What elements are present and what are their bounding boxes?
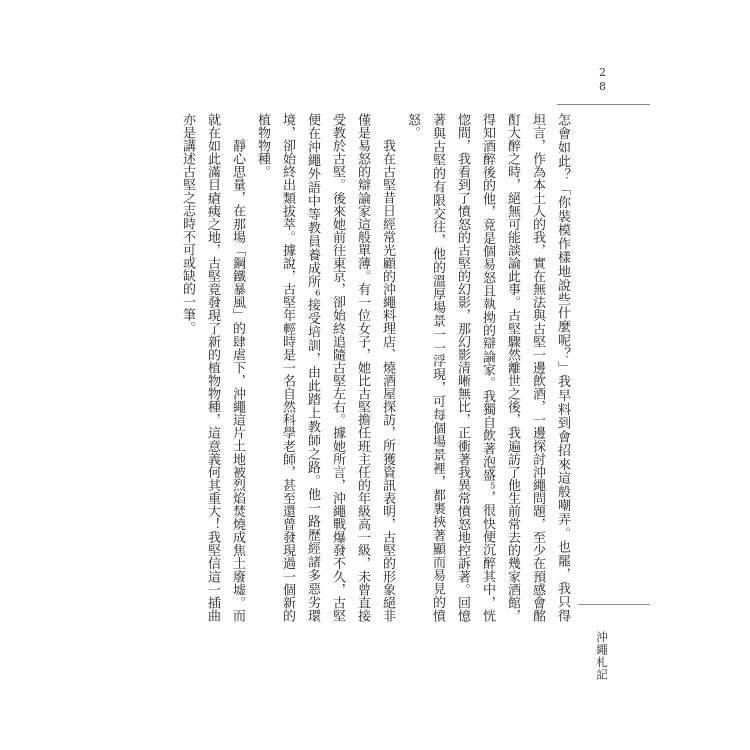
footnote-ref: 5 [488,481,498,491]
footnote-ref: 6 [313,288,323,298]
header-rule [557,104,650,105]
text-segment: 接受培訓，由此踏上教師之路。他一路歷經諸多惡劣環 [305,297,320,623]
text-column: 酊大醉之時，絕無可能談論此事。古堅驟然離世之後，我遍訪了他生前常去的幾家酒館， [505,113,520,622]
text-column: 我在古堅昔日經常光顧的沖繩料理店、燒酒屋探訪，所獲資訊表明，古堅的形象絕非 [380,139,395,622]
running-title: 沖繩札記 [595,631,609,681]
text-column: 靜心思量，在那場「鋼鐵暴風」的肆虐下，沖繩這片土地被烈焰焚燒成焦土廢墟。而 [230,139,245,622]
text-column: 怒。 [405,113,420,139]
paragraph [175,113,250,625]
text-column: 就在如此滿目瘡痍之地，古堅竟發現了新的植物物種，這意義何其重大！我堅信這一插曲 [205,113,220,622]
page-number: 28 [596,66,609,94]
text-column: 僅是易怒的辯論家這般單薄。有一位女子，她比古堅擔任班主任的年級高一級，未曾直接 [355,113,370,622]
text-column: 境，卻始終出類拔萃。據說，古堅年輕時是一名自然科學老師，甚至還曾發現過一個新的 [280,113,295,622]
paragraph [400,113,575,625]
text-column: 亦是講述古堅之志時不可或缺的一筆。 [180,113,195,334]
text-column: 怎會如此？「你裝模作樣地說些什麼呢？」我早料到會招來這般嘲弄。也罷，我只得 [555,113,570,622]
text-column [475,113,500,622]
text-column: 受教於古堅。後來她前往東京，卻始終追隨古堅左右。據她所言，沖繩戰爆發不久，古堅 [330,113,345,622]
text-column: 惚間，我看到了憤怒的古堅的幻影，那幻影清晰無比，正衝著我異常憤怒地控訴著。回憶 [455,113,470,622]
paragraph [250,113,400,625]
text-column: 坦言，作為本土人的我，實在無法與古堅一邊飲酒，一邊探討沖繩問題，至少在預感會酩 [530,113,545,622]
text-column: 著與古堅的有限交往，他的溫厚場景一一浮現，可每個場景裡，都裹挾著顯而易見的憤 [430,113,445,622]
text-column: 植物物種。 [255,113,270,178]
body-text [175,113,575,625]
text-column [300,113,325,622]
text-segment: 得知酒醉後的他，竟是個易怒且執拗的辯論家。我獨自飲著泡盛 [480,113,495,482]
text-segment: ，很快便沉醉其中，恍 [480,490,495,623]
footer-rule [578,604,650,605]
text-segment: 便在沖繩外語中等教員養成所 [305,113,320,289]
